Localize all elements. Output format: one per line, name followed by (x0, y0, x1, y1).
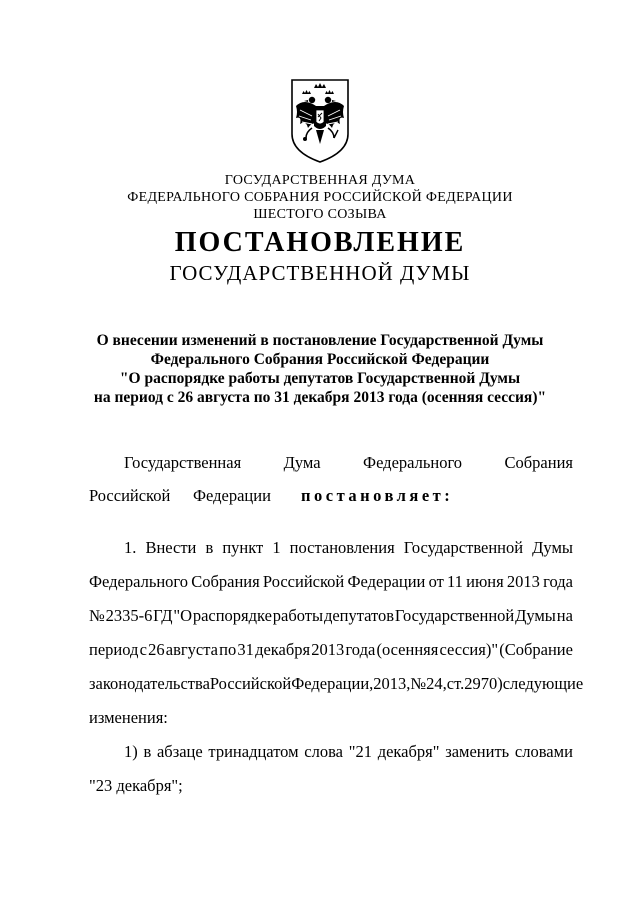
item-1-row-2: "23 декабря"; (89, 776, 183, 795)
word: абзаце (156, 742, 203, 761)
preamble-row-1 (124, 453, 573, 473)
word: в (143, 742, 152, 761)
word: 2013 (506, 572, 540, 591)
paragraph-1-row-3 (89, 606, 573, 626)
word: декабря (255, 640, 311, 659)
word: Внести (145, 538, 197, 557)
word: 2970) (464, 674, 503, 693)
word: 31 (237, 640, 254, 659)
word: года (543, 572, 573, 591)
word: период (89, 640, 139, 659)
preamble-word-1: Российской (89, 486, 171, 505)
paragraph-1-row-5 (89, 674, 584, 694)
word: слова (304, 742, 343, 761)
word: Российской (209, 674, 292, 693)
org-line-3: ШЕСТОГО СОЗЫВА (253, 207, 387, 222)
paragraph-1-row-4 (89, 640, 573, 660)
word: тринадцатом (208, 742, 299, 761)
word: от (428, 572, 444, 591)
word: законодательства (89, 674, 210, 693)
preamble-verb: постановляет: (301, 486, 454, 505)
word: Государственной (403, 538, 524, 557)
word: с (139, 640, 147, 659)
word: (Собрание (499, 640, 573, 659)
word: Федерального (89, 572, 189, 591)
word: 1 (272, 538, 281, 557)
word: "О (173, 606, 192, 625)
word: № (89, 606, 105, 625)
title-line-4: на период с 26 августа по 31 декабря 2013 года (осенняя сессия)" (93, 389, 547, 406)
word: Думы (532, 538, 573, 557)
paragraph-1-row-2 (89, 572, 573, 592)
title-line-2: Федерального Собрания Российской Федерации (150, 351, 490, 368)
word: июня (466, 572, 504, 591)
word: работы (272, 606, 324, 625)
doc-type-heading: ПОСТАНОВЛЕНИЕ (174, 227, 466, 258)
word: ст. (446, 674, 465, 693)
word: 11 (447, 572, 463, 591)
paragraph-1-row-1 (124, 538, 573, 558)
word: Федерации (347, 572, 426, 591)
org-line-2: ФЕДЕРАЛЬНОГО СОБРАНИЯ РОССИЙСКОЙ ФЕДЕРАЦИИ (127, 190, 513, 205)
word: пункт (222, 538, 264, 557)
word: (осенняя (376, 640, 439, 659)
word: № (410, 674, 427, 693)
word: августа (165, 640, 218, 659)
preamble-word-2: Федерации (193, 486, 271, 505)
title-line-3: "О распорядке работы депутатов Государственной Думы (119, 370, 521, 387)
word: по (219, 640, 237, 659)
word: Дума (283, 453, 321, 472)
word: распорядке (192, 606, 272, 625)
doc-subheading: ГОСУДАРСТВЕННОЙ ДУМЫ (169, 261, 471, 285)
word: года (345, 640, 376, 659)
word: Государственной (394, 606, 515, 625)
title-line-1: О внесении изменений в постановление Государственной Думы (96, 332, 544, 349)
word: 1) (124, 742, 138, 761)
item-1-row-1 (124, 742, 573, 762)
org-line-1: ГОСУДАРСТВЕННАЯ ДУМА (224, 173, 416, 188)
word: Федерации, (291, 674, 374, 693)
word: декабря" (377, 742, 440, 761)
word: 2335-6 (105, 606, 153, 625)
word: постановления (289, 538, 395, 557)
word: на (556, 606, 573, 625)
word: 26 (148, 640, 165, 659)
coat-of-arms-emblem (288, 76, 352, 166)
word: словами (514, 742, 573, 761)
word: Российской (262, 572, 345, 591)
word: ГД (153, 606, 173, 625)
word: "21 (348, 742, 372, 761)
word: 1. (124, 538, 137, 557)
word: следующие (502, 674, 584, 693)
paragraph-1-row-6: изменения: (89, 708, 168, 727)
word: 24, (426, 674, 447, 693)
word: 2013, (373, 674, 411, 693)
word: Государственная (124, 453, 242, 472)
word: Думы (515, 606, 556, 625)
word: сессия)" (439, 640, 499, 659)
word: Собрания (504, 453, 573, 472)
word: Собрания (191, 572, 260, 591)
word: депутатов (323, 606, 395, 625)
word: 2013 (311, 640, 345, 659)
word: заменить (445, 742, 510, 761)
word: в (205, 538, 214, 557)
word: Федерального (363, 453, 463, 472)
